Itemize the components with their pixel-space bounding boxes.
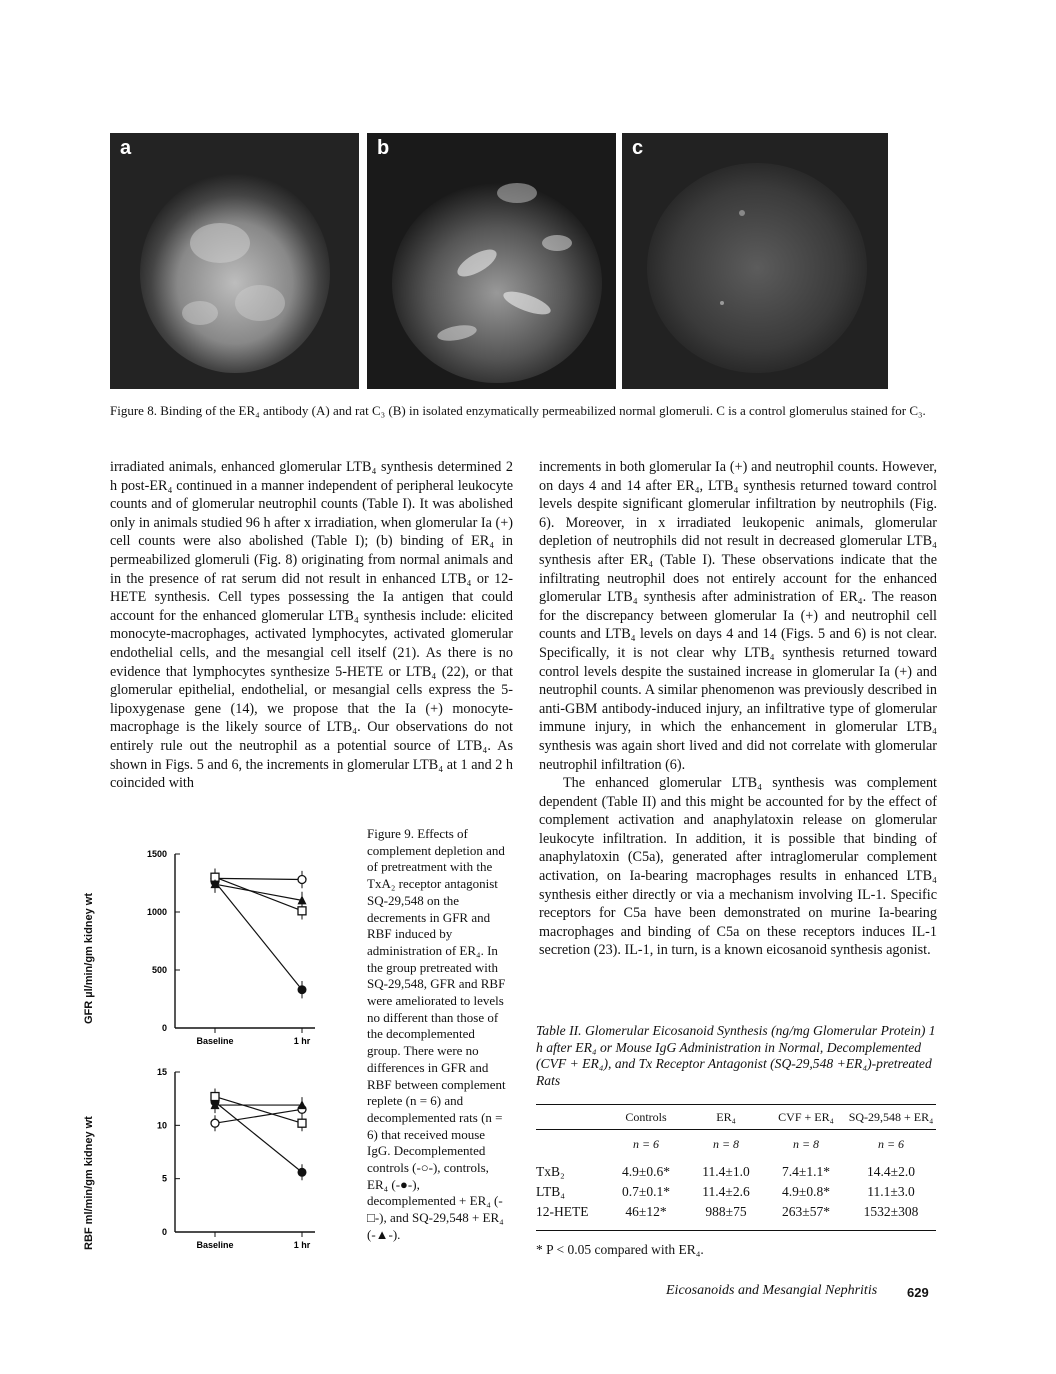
table2-cell: 46±12* <box>625 1204 667 1219</box>
y-tick-label: 10 <box>156 1120 167 1131</box>
micrograph-c-image <box>622 133 888 389</box>
table2-cell: 0.7±0.1* <box>622 1184 670 1199</box>
table-row <box>536 1154 936 1162</box>
x-tick-label: Baseline <box>196 1036 234 1046</box>
filled-circle-marker <box>298 985 307 994</box>
micrograph-b-image <box>367 133 616 389</box>
y-tick-label: 500 <box>151 965 167 975</box>
micrograph-c <box>622 133 888 389</box>
y-tick-label: 1500 <box>146 849 167 859</box>
open-circle-marker <box>298 876 306 884</box>
open-square-marker <box>298 1119 306 1127</box>
table2-cell: 1532±308 <box>863 1204 919 1219</box>
x-tick-label: 1 hr <box>293 1036 311 1046</box>
table2-bottom-rule <box>536 1230 936 1231</box>
table2-header-row <box>536 1107 936 1127</box>
y-tick-label: 0 <box>161 1023 167 1033</box>
gfr-axis-label: GFR µl/min/gm kidney wt <box>83 892 95 1024</box>
table2-grid <box>536 1107 936 1127</box>
table2-cell: 4.9±0.8* <box>782 1184 830 1199</box>
figure9-charts <box>130 840 340 1265</box>
open-square-marker <box>298 907 306 915</box>
panel-label-b: b <box>377 137 390 159</box>
running-title: Eicosanoids and Mesangial Nephritis <box>666 1283 878 1298</box>
right-paragraph-2: The enhanced glomerular LTB₄ synthesis was complement dependent (Table II) and this might be accounted for by the effect of complement activation and anaphylatoxin release on glomerular leukocyte infiltration. In addition, it is possible that binding of anaphylatoxin (C5a), generated after intraglomerular complement activation, on Ia-bearing macrophages results in enhanced LTB₄ synthesis either directly or via a mechanism involving IL-1. Specific receptors for C5a have been demonstrated on murine Ia-bearing macrophages and binding of C5a on these receptors induces IL-1 secretion (23). IL-1, in turn, is a known eicosanoid synthesis agonist. <box>539 775 937 959</box>
y-tick-label: 5 <box>161 1173 167 1184</box>
left-column-text <box>110 458 513 793</box>
table2 <box>536 1104 936 1231</box>
table2-cell: 263±57* <box>782 1204 830 1219</box>
figure8-caption: Figure 8. Binding of the ER₄ antibody (A) and rat C₃ (B) in isolated enzymatically permeabilized normal glomeruli. C is a control glomerulus stained for C₃. <box>110 403 926 418</box>
table2-title: Table II. Glomerular Eicosanoid Synthesis (ng/mg Glomerular Protein) 1 h after ER₄ or Mouse IgG Administration in Normal, Decomplemented (CVF + ER₄), and Tx Receptor Antagonist (SQ-29,548 +ER₄)-pretreated Rats <box>536 1023 936 1088</box>
table2-col-header: SQ-29,548 + ER₄ <box>848 1109 934 1124</box>
figure9-caption: Figure 9. Effects of complement depletion and of pretreatment with the TxA₂ receptor antagonist SQ-29,548 on the decrements in GFR and RBF induced by administration of ER₄. In the group pretreated with SQ-29,548, GFR and RBF were ameliorated to levels no different than those of the decomplemented group. There were no differences in GFR and RBF between complement replete (n = 6) and decomplemented rats (n = 6) that received mouse IgG. Decomplemented controls (-○-), controls, ER₄ (-●-), decomplemented + ER₄ (-□-), and SQ-29,548 + ER₄ (-▲-). <box>367 826 506 1242</box>
table2-cell: 11.1±3.0 <box>867 1184 915 1199</box>
table2-col-header: ER₄ <box>716 1109 736 1124</box>
panel-label-c: c <box>632 137 644 159</box>
panel-label-a: a <box>120 137 132 159</box>
y-tick-label: 15 <box>156 1067 167 1077</box>
table2-cell: n = 6 <box>632 1136 660 1151</box>
table2-n-row <box>536 1134 936 1154</box>
table2-cell: 4.9±0.6* <box>622 1164 670 1179</box>
table2-top-rule <box>536 1104 936 1105</box>
x-tick-label: 1 hr <box>293 1240 311 1250</box>
table2-cell: 11.4±2.6 <box>702 1184 750 1199</box>
table2-cell: 988±75 <box>705 1204 747 1219</box>
table-row <box>536 1202 936 1222</box>
table2-cell: 14.4±2.0 <box>867 1164 915 1179</box>
table2-cell: 11.4±1.0 <box>702 1164 750 1179</box>
series-line <box>215 1102 302 1172</box>
table2-col-header: Controls <box>625 1109 667 1124</box>
open-square-marker <box>211 1093 219 1101</box>
series-line <box>215 877 302 911</box>
table-row <box>536 1162 936 1182</box>
table2-row-label: LTB₄ <box>536 1184 565 1199</box>
open-circle-marker <box>211 1119 219 1127</box>
series-line <box>215 878 302 879</box>
series-line <box>215 1109 302 1123</box>
series-line <box>215 1097 302 1124</box>
filled-circle-marker <box>298 1168 307 1177</box>
table2-cell: n = 6 <box>877 1136 905 1151</box>
micrograph-a <box>110 133 359 389</box>
table2-footnote: * P < 0.05 compared with ER₄. <box>536 1242 704 1257</box>
right-paragraph-1: increments in both glomerular Ia (+) and neutrophil counts. However, on days 4 and 14 after ER₄, LTB₄ synthesis returned toward control levels despite significant glomerular infiltration by neutrophils (Fig. 6). Moreover, in x irradiated leukopenic animals, glomerular depletion of neutrophils did not result in decreased glomerular LTB₄ synthesis after ER₄ (Table I). These observations indicate that the infiltrating neutrophil does not entirely account for the enhanced glomerular LTB₄ synthesis after administration of ER₄. The reason for the discrepancy between glomerular Ia (+) and neutrophil cell counts and LTB₄ levels on days 4 and 14 (Figs. 5 and 6) is not clear. Specifically, it is not clear why LTB₄ synthesis returned toward control levels despite the sustained increase in glomerular Ia (+) and neutrophil counts. A similar phenomenon was previously described in anti-GBM antibody-induced injury, an infiltrative type of glomerular immune injury, in which the enhancement in glomerular LTB₄ synthesis was again short lived and did not correlate with glomerular neutrophil infiltration (6). <box>539 459 937 773</box>
table2-cell: n = 8 <box>792 1136 820 1151</box>
table2-body <box>536 1134 936 1222</box>
page-number: 629 <box>907 1285 929 1300</box>
table-row <box>536 1182 936 1202</box>
table2-cell: n = 8 <box>712 1136 740 1151</box>
left-paragraph: irradiated animals, enhanced glomerular LTB₄ synthesis determined 2 h post-ER₄ continued in a manner independent of peripheral leukocyte counts and of glomerular neutrophil counts (Table I). It was abolished only in animals studied 96 h after x irradiation, when glomerular Ia (+) cell counts were also abolished (Table I); (b) binding of ER₄ in permeabilized glomeruli (Fig. 8) originating from normal animals and in the presence of rat serum did not result in enhanced LTB₄ or 12-HETE synthesis. Cell types possessing the Ia antigen that could account for the enhanced glomerular LTB₄ synthesis include: elicited monocyte-macrophages, activated lymphocytes, activated glomerular endothelial cells, and the mesangial cell itself (21). As there is no evidence that lymphocytes synthesize 5-HETE or LTB₄ (22), or that glomerular epithelial, endothelial, or mesangial cells express the 5-lipoxygenase gene (14), we propose that the Ia (+) monocyte-macrophage is the likely source of LTB₄. Our observations do not entirely rule out the neutrophil as a potential source of LTB₄. As shown in Figs. 5 and 6, the increments in glomerular LTB₄ at 1 and 2 h coincided with <box>110 459 513 792</box>
table2-header-rule <box>536 1129 936 1130</box>
micrograph-b <box>367 133 616 389</box>
table2-row-label: TxB₂ <box>536 1164 565 1179</box>
table2-col-header <box>536 1107 606 1127</box>
table2-row-label: 12-HETE <box>536 1204 589 1219</box>
table2-cell <box>536 1134 606 1154</box>
right-column-text <box>539 458 937 960</box>
x-tick-label: Baseline <box>196 1240 234 1250</box>
y-tick-label: 1000 <box>146 907 167 917</box>
rbf-axis-label: RBF ml/min/gm kidney wt <box>83 1116 95 1250</box>
y-tick-label: 0 <box>161 1227 167 1237</box>
table2-col-header: CVF + ER₄ <box>778 1109 834 1124</box>
table2-cell: 7.4±1.1* <box>782 1164 830 1179</box>
micrograph-a-image <box>110 133 359 389</box>
